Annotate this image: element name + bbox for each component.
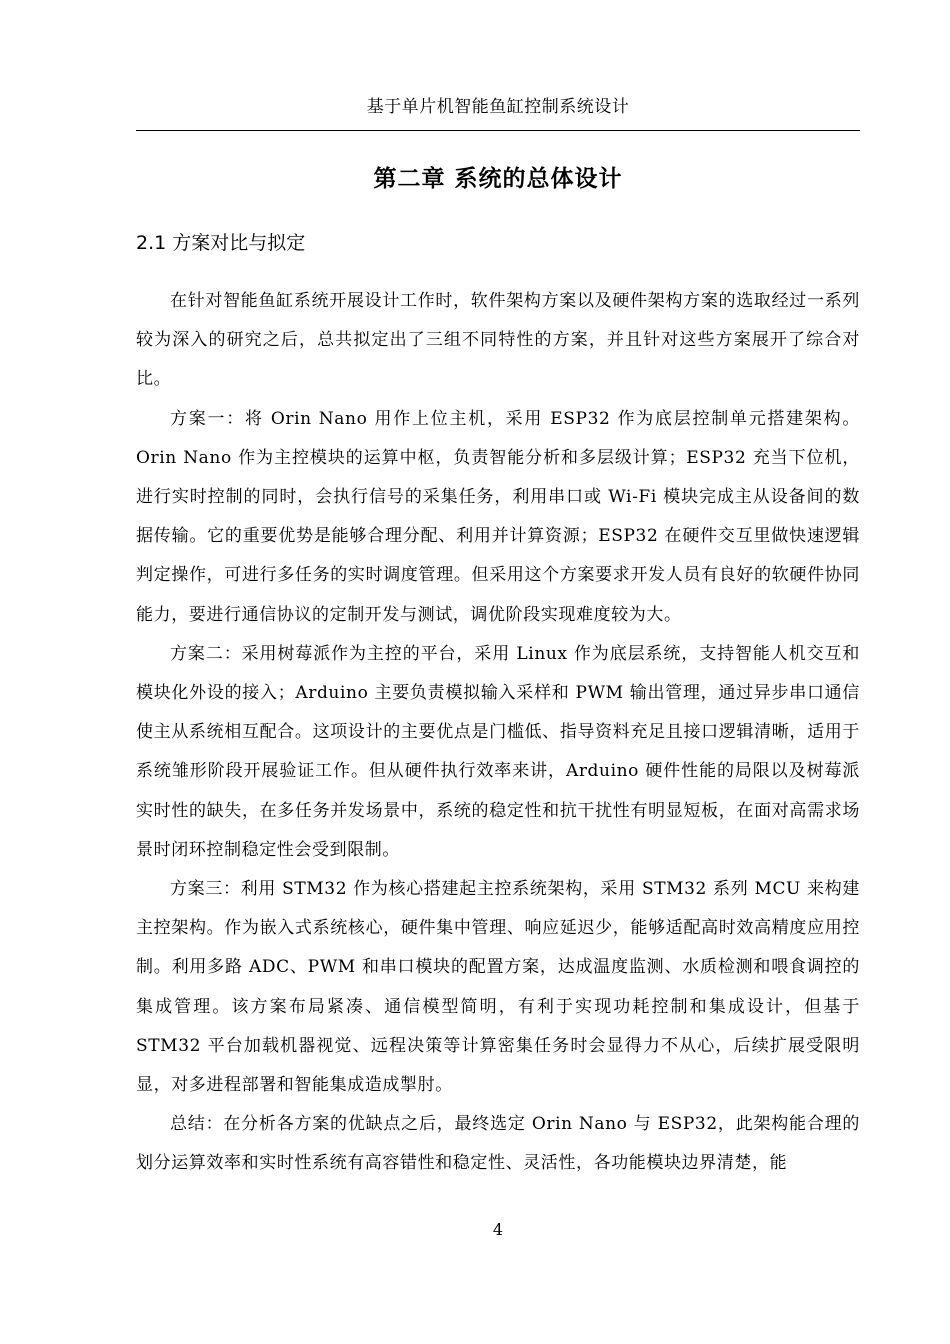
running-header: 基于单片机智能鱼缸控制系统设计	[366, 97, 630, 117]
paragraph-summary: 总结：在分析各方案的优缺点之后，最终选定 Orin Nano 与 ESP32，此架构能合理的划分运算效率和实时性系统有高容错性和稳定性、灵活性，各功能模块边界清楚，能	[136, 1114, 860, 1174]
paragraph-scheme-one: 方案一：将 Orin Nano 用作上位主机，采用 ESP32 作为底层控制单元搭建架构。Orin Nano 作为主控模块的运算中枢，负责智能分析和多层级计算；ESP32 充当下位机，进行实时控制的同时，会执行信号的采集任务，利用串口或 Wi-Fi 模块完成主从设备间的数据传输。它的重要优势是能够合理分配、利用并计算资源；ESP32 在硬件交互里做快速逻辑判定操作，可进行多任务的实时调度管理。但采用这个方案要求开发人员有良好的软硬件协同能力，要进行通信协议的定制开发与测试，调优阶段实现难度较为大。	[136, 408, 860, 625]
paragraph-scheme-three: 方案三：利用 STM32 作为核心搭建起主控系统架构，采用 STM32 系列 MCU 来构建主控架构。作为嵌入式系统核心，硬件集中管理、响应延迟少，能够适配高时效高精度应用控制。利用多路 ADC、PWM 和串口模块的配置方案，达成温度监测、水质检测和喂食调控的集成管理。该方案布局紧凑、通信模型简明，有利于实现功耗控制和集成设计，但基于 STM32 平台加载机器视觉、远程决策等计算密集任务时会显得力不从心，后续扩展受限明显，对多进程部署和智能集成造成掣肘。	[136, 879, 860, 1096]
paragraph-intro: 在针对智能鱼缸系统开展设计工作时，软件架构方案以及硬件架构方案的选取经过一系列较为深入的研究之后，总共拟定出了三组不同特性的方案，并且针对这些方案展开了综合对比。	[136, 291, 860, 390]
section-title: 2.1 方案对比与拟定	[136, 232, 306, 254]
paragraph-scheme-two: 方案二：采用树莓派作为主控的平台，采用 Linux 作为底层系统，支持智能人机交互和模块化外设的接入；Arduino 主要负责模拟输入采样和 PWM 输出管理，通过异步串口通信使主从系统相互配合。这项设计的主要优点是门槛低、指导资料充足且接口逻辑清晰，适用于系统雏形阶段开展验证工作。但从硬件执行效率来讲，Arduino 硬件性能的局限以及树莓派实时性的缺失，在多任务并发场景中，系统的稳定性和抗干扰性有明显短板，在面对高需求场景时闭环控制稳定性会受到限制。	[136, 643, 860, 860]
body-text	[136, 282, 860, 1184]
header-rule	[136, 130, 860, 131]
chapter-title: 第二章 系统的总体设计	[373, 166, 623, 192]
page-number: 4	[492, 1220, 504, 1239]
